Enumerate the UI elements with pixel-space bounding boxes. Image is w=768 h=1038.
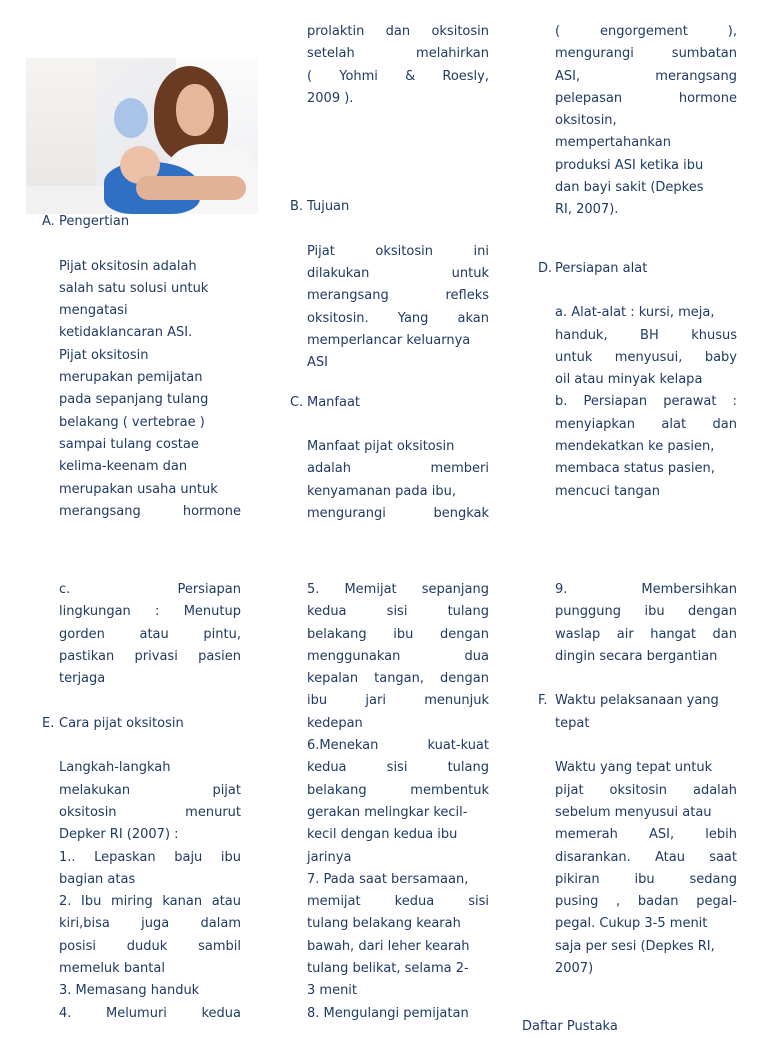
- section-e-heading: E. Cara pijat oksitosin: [42, 715, 184, 731]
- next-section-heading-partial: Daftar Pustaka: [522, 1019, 618, 1034]
- section-c-continuation: ( engorgement ), mengurangi sumbatan ASI, merangsang pelepasan hormone oksitosin, mempertahankan produksi ASI ketika ibu dan bayi sakit (Depkes RI, 2007).: [555, 24, 737, 218]
- column-1-top: [42, 211, 241, 523]
- section-e-steps: Langkah-langkah melakukan pijat oksitosin menurut Depker RI (2007) : 1.. Lepaskan baju ibu bagian atas 2. Ibu miring kanan atau kiri,bisa juga dalam posisi duduk sambil memeluk bantal 3. Memasang handuk 4. Melumuri kedua: [59, 760, 241, 1021]
- massage-step-9: 9. Membersihkan punggung ibu dengan waslap air hangat dan dingin secara bergantian: [555, 582, 737, 664]
- section-c-heading: C. Manfaat: [290, 394, 361, 410]
- section-a-continuation: prolaktin dan oksitosin setelah melahirkan ( Yohmi & Roesly, 2009 ).: [307, 24, 489, 106]
- section-b-paragraph: Pijat oksitosin ini dilakukan untuk merangsang refleks oksitosin. Yang akan memperlancar keluarnya ASI: [307, 243, 489, 371]
- section-f-paragraph: Waktu yang tepat untuk pijat oksitosin adalah sebelum menyusui atau memerah ASI, lebih disarankan. Atau saat pikiran ibu sedang pusing , badan pegal- pegal. Cukup 3-5 menit saja per sesi (Depkes RI, 2007): [555, 760, 737, 977]
- column-3-top: [538, 21, 737, 503]
- column-1-bottom: [42, 579, 241, 1025]
- teddy-bear-shape: [114, 98, 148, 138]
- section-a-heading: A. Pengertian: [42, 214, 130, 229]
- section-d-heading: D. Persiapan alat: [538, 260, 648, 276]
- section-c-paragraph: Manfaat pijat oksitosin adalah memberi kenyamanan pada ibu, mengurangi bengkak: [307, 439, 489, 522]
- column-3-bottom: [538, 579, 737, 980]
- section-d-paragraph: a. Alat-alat : kursi, meja, handuk, BH khusus untuk menyusui, baby oil atau minyak kelapa b. Persiapan perawat : menyiapkan alat dan mendekatkan ke pasien, membaca status pasien, mencuci tangan: [555, 305, 737, 499]
- section-f-heading: F. Waktu pelaksanaan yang tepat: [538, 693, 719, 731]
- column-2-top: [290, 21, 489, 525]
- section-c-environment: c. Persiapan lingkungan : Menutup gorden atau pintu, pastikan privasi pasien terjaga: [59, 582, 241, 687]
- massage-steps-5-8: 5. Memijat sepanjang kedua sisi tulang belakang ibu dengan menggunakan dua kepalan tangan, dengan ibu jari menunjuk kedepan 6.Menekan kuat-kuat kedua sisi tulang belakang membentuk gerakan melingkar kecil- kecil dengan kedua ibu jarinya 7. Pada saat bersamaan, memijat kedua sisi tulang belakang kearah bawah, dari leher kearah tulang belikat, selama 2- 3 menit 8. Mengulangi pemijatan: [307, 582, 489, 1021]
- column-2-bottom: [307, 579, 489, 1025]
- section-b-heading: B. Tujuan: [290, 199, 350, 215]
- section-a-paragraph: Pijat oksitosin adalah salah satu solusi untuk mengatasi ketidaklancaran ASI. Pijat oksitosin merupakan pemijatan pada sepanjang tulang belakang ( vertebrae ) sampai tulang costae kelima-keenam dan merupakan usaha untuk merangsang hormone: [59, 258, 241, 519]
- breastfeeding-photo: [26, 58, 258, 214]
